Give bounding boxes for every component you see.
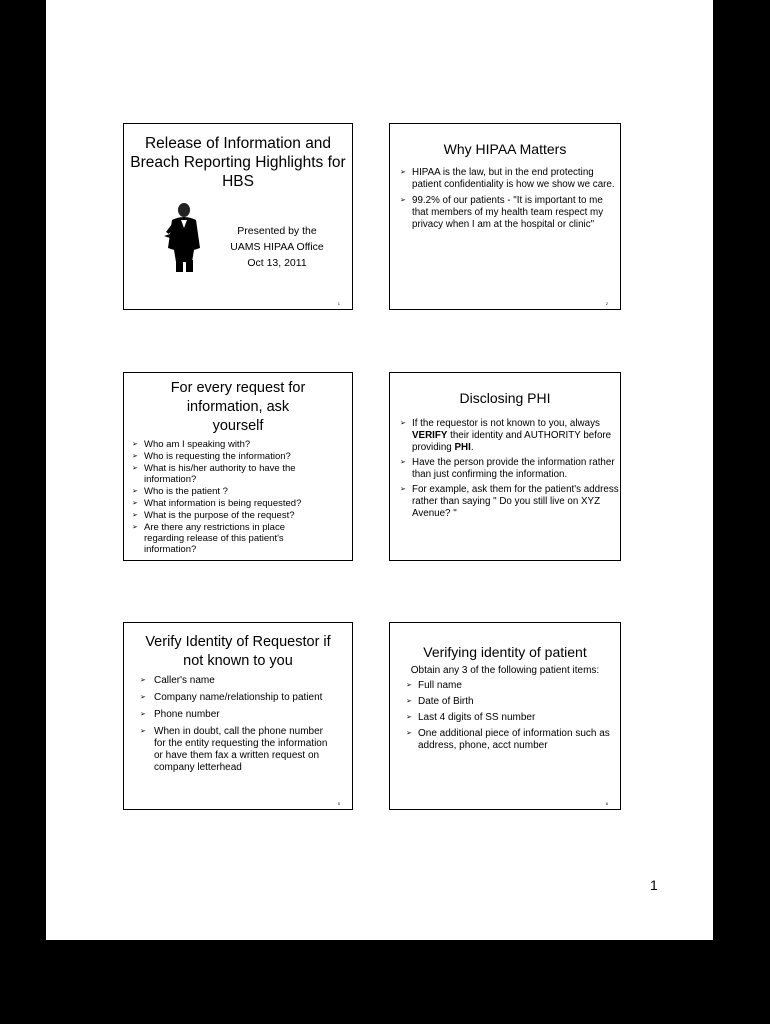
slide-title: Release of Information and Breach Reporting Highlights for HBS (130, 135, 346, 190)
mascot-figure-icon (162, 202, 208, 276)
list-item: ➢ Who is requesting the information? (124, 451, 352, 462)
page-number: 1 (650, 877, 658, 893)
list-item: ➢ What is his/her authority to have the information? (124, 463, 352, 485)
office-text: UAMS HIPAA Office (230, 241, 324, 253)
slide-6 (389, 622, 621, 810)
list-item: ➢ Full name (390, 680, 620, 692)
bold-text: PHI (454, 442, 471, 453)
slide-number: 2 (605, 301, 608, 306)
slide-title: Why HIPAA Matters (443, 141, 567, 157)
slide-5 (123, 622, 353, 810)
bullet-list (124, 675, 352, 774)
list-item: ➢ Who am I speaking with? (124, 439, 352, 450)
bullet-list (390, 680, 620, 752)
list-item: ➢ Last 4 digits of SS number (390, 712, 620, 724)
date-text: Oct 13, 2011 (247, 257, 307, 269)
text: their identity and AUTHORITY before providing (412, 430, 612, 453)
slide-number: 5 (337, 801, 340, 806)
slide-1 (123, 123, 353, 310)
list-item: ➢ One additional piece of information such as address, phone, acct number (390, 728, 620, 752)
list-item: ➢ Are there any restrictions in place regarding release of this patient's information? (124, 522, 352, 555)
list-item: ➢ Who is the patient ? (124, 486, 352, 497)
slide-2 (389, 123, 621, 310)
list-item: ➢ When in doubt, call the phone number for the entity requesting the information or have them fax a written request on company letterhead (124, 726, 352, 774)
list-item: ➢ HIPAA is the law, but in the end protecting patient confidentiality is how we show we care. (390, 167, 620, 191)
list-item: ➢ For example, ask them for the patient's address rather than saying " Do you still live on XYZ Avenue? " (390, 484, 620, 520)
slide-4 (389, 372, 621, 561)
list-item: ➢ Date of Birth (390, 696, 620, 708)
text: If the requestor is not known to you, always (412, 418, 600, 429)
handout-page (46, 0, 713, 940)
bullet-list (390, 167, 620, 231)
list-item: ➢ Caller's name (124, 675, 352, 687)
list-item: ➢ Company name/relationship to patient (124, 692, 352, 704)
intro-text: Obtain any 3 of the following patient items: (410, 665, 600, 676)
list-item: ➢ Phone number (124, 709, 352, 721)
text: . (470, 442, 474, 453)
slide-3 (123, 372, 353, 561)
bold-text: VERIFY (412, 430, 448, 441)
slide-title: For every request for information, ask yourself (170, 380, 306, 434)
list-item: ➢ What is the purpose of the request? (124, 510, 352, 521)
bullet-list (124, 439, 352, 555)
list-item (390, 418, 620, 454)
presenter-text: Presented by the (237, 225, 317, 237)
bullet-list (390, 418, 620, 520)
slide-title: Disclosing PHI (459, 390, 551, 406)
slide-number: 1 (337, 301, 340, 306)
slide-title: Verifying identity of patient (423, 644, 587, 660)
list-item: ➢ What information is being requested? (124, 498, 352, 509)
slide-title: Verify Identity of Requestor if not known to you (145, 634, 331, 669)
list-item: ➢ Have the person provide the information rather than just confirming the information. (390, 457, 620, 481)
list-item: ➢ 99.2% of our patients - "It is important to me that members of my health team respect my privacy when I am at the hospital or clinic" (390, 195, 620, 231)
slide-number: 6 (605, 801, 608, 806)
